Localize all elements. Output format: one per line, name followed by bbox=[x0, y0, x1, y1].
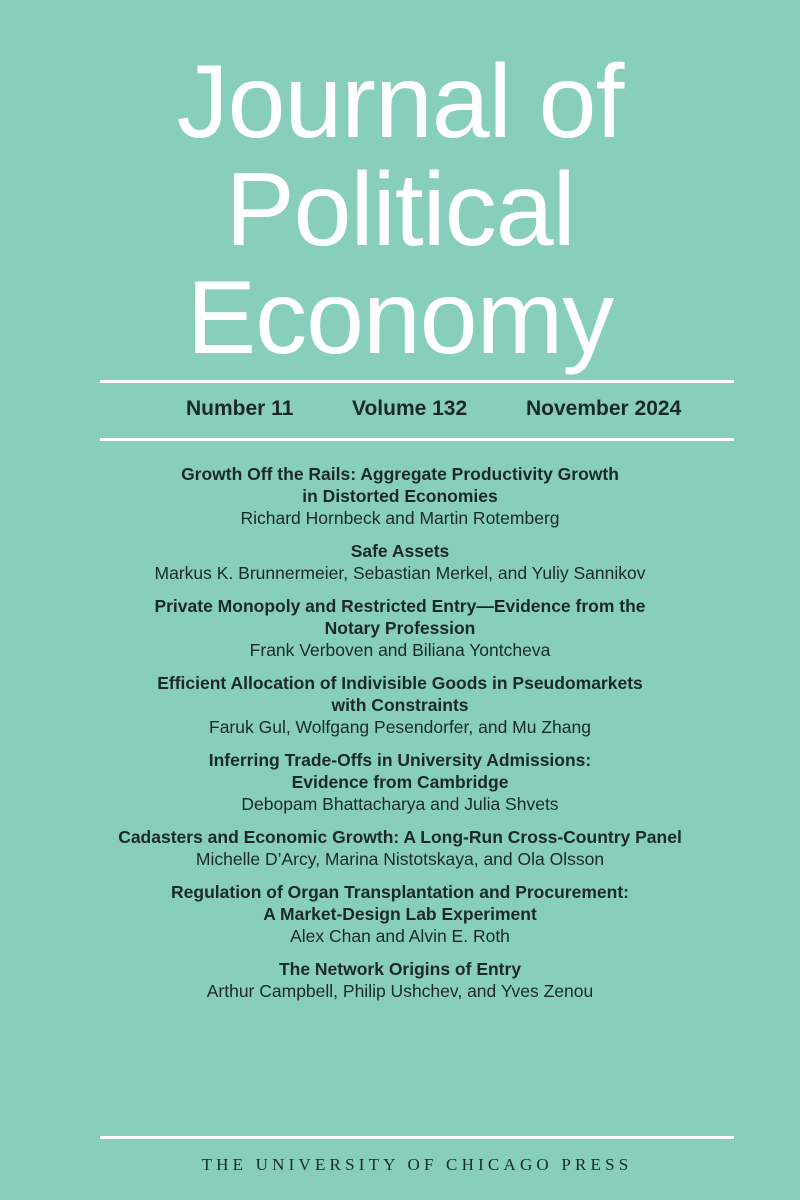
issue-number: Number 11 bbox=[186, 397, 294, 420]
journal-title-line-1: Journal of bbox=[176, 44, 624, 160]
article-authors: Markus K. Brunnermeier, Sebastian Merkel, and Yuliy Sannikov bbox=[154, 563, 646, 583]
article-title: Private Monopoly and Restricted Entry—Evidence from the Notary Profession bbox=[154, 596, 646, 638]
article-title: Safe Assets bbox=[350, 541, 450, 561]
article-entry bbox=[0, 463, 800, 529]
journal-title bbox=[0, 44, 800, 376]
article-entry bbox=[0, 595, 800, 661]
bottom-divider bbox=[100, 1136, 734, 1139]
article-entry bbox=[0, 749, 800, 815]
journal-title-line-2: Political bbox=[225, 152, 575, 268]
publisher-name: THE UNIVERSITY OF CHICAGO PRESS bbox=[201, 1155, 633, 1174]
article-title: Inferring Trade-Offs in University Admissions: Evidence from Cambridge bbox=[208, 750, 592, 792]
table-of-contents bbox=[0, 463, 800, 1013]
top-divider bbox=[100, 380, 734, 383]
issue-volume: Volume 132 bbox=[352, 397, 468, 420]
article-authors: Michelle D’Arcy, Marina Nistotskaya, and Ola Olsson bbox=[195, 849, 605, 869]
article-authors: Faruk Gul, Wolfgang Pesendorfer, and Mu Zhang bbox=[209, 717, 591, 737]
article-title: The Network Origins of Entry bbox=[278, 959, 522, 979]
article-entry bbox=[0, 672, 800, 738]
issue-date: November 2024 bbox=[526, 397, 682, 420]
article-authors: Richard Hornbeck and Martin Rotemberg bbox=[240, 508, 560, 528]
article-authors: Arthur Campbell, Philip Ushchev, and Yves Zenou bbox=[206, 981, 594, 1001]
article-authors: Frank Verboven and Biliana Yontcheva bbox=[249, 640, 551, 660]
journal-title-line-3: Economy bbox=[186, 260, 614, 376]
article-authors: Debopam Bhattacharya and Julia Shvets bbox=[241, 794, 559, 814]
article-title: Efficient Allocation of Indivisible Goods in Pseudomarkets with Constraints bbox=[157, 673, 643, 715]
article-entry bbox=[0, 881, 800, 947]
article-title: Growth Off the Rails: Aggregate Productivity Growth in Distorted Economies bbox=[181, 464, 619, 506]
article-title: Cadasters and Economic Growth: A Long-Run Cross-Country Panel bbox=[118, 827, 682, 847]
middle-divider bbox=[100, 438, 734, 441]
article-authors: Alex Chan and Alvin E. Roth bbox=[290, 926, 510, 946]
article-entry bbox=[0, 540, 800, 584]
article-entry bbox=[0, 826, 800, 870]
article-title: Regulation of Organ Transplantation and Procurement: A Market-Design Lab Experiment bbox=[171, 882, 629, 924]
issue-info bbox=[100, 397, 734, 429]
article-entry bbox=[0, 958, 800, 1002]
